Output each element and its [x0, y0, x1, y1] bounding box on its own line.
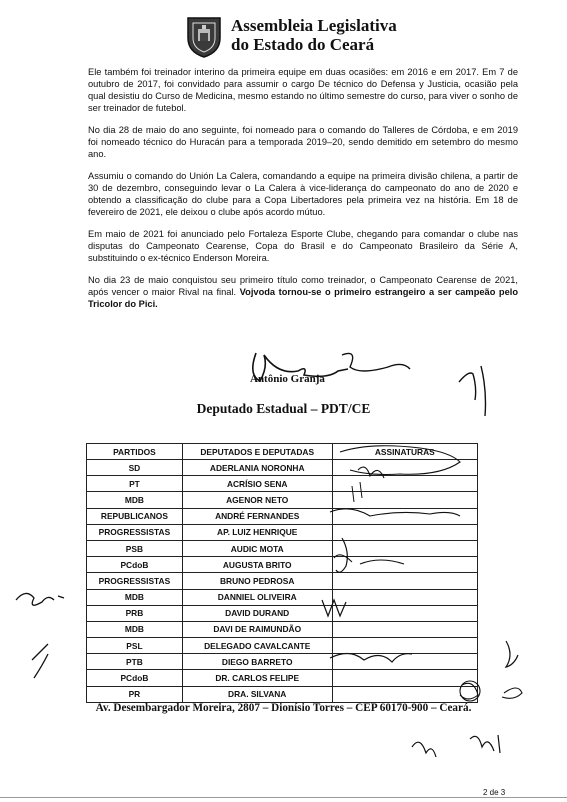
body-paragraph-2: No dia 28 de maio do ano seguinte, foi nomeado para o comando do Talleres de Córdoba, e em 2019 foi nomeado técnico do Huracán para a temporada 2019–20, sendo demitido em setembro do mesmo ano. — [88, 125, 518, 159]
party-cell: MDB — [87, 589, 183, 605]
deputy-cell: AUGUSTA BRITO — [182, 557, 332, 573]
deputy-cell: DANNIEL OLIVEIRA — [182, 589, 332, 605]
institution-name — [231, 16, 397, 54]
body-paragraph-5-bold: Vojvoda tornou-se o primeiro estrangeiro a ser campeão pelo Tricolor do Pici. — [88, 287, 518, 309]
institution-name-line1: Assembleia Legislativa — [231, 16, 397, 35]
margin-initials-left — [8, 580, 68, 690]
deputy-cell: DR. CARLOS FELIPE — [182, 670, 332, 686]
page-edge-divider — [0, 797, 567, 798]
body-paragraph-5 — [88, 274, 518, 310]
deputy-cell: DIEGO BARRETO — [182, 654, 332, 670]
party-cell: REPUBLICANOS — [87, 508, 183, 524]
party-cell: PSB — [87, 540, 183, 556]
margin-initials-right — [455, 360, 505, 420]
party-cell: SD — [87, 460, 183, 476]
deputy-cell: DAVI DE RAIMUNDÃO — [182, 621, 332, 637]
deputy-cell: DAVID DURAND — [182, 605, 332, 621]
party-cell: MDB — [87, 492, 183, 508]
party-cell: PROGRESSISTAS — [87, 524, 183, 540]
body-paragraph-5-text: No dia 23 de maio conquistou seu primeiro título como treinador, o Campeonato Cearense de 2021, após vencer o maior Rival na final. — [88, 275, 518, 297]
letterhead — [185, 14, 445, 60]
page-number: 2 de 3 — [483, 788, 506, 797]
party-cell: PTB — [87, 654, 183, 670]
body-paragraph-4: Em maio de 2021 foi anunciado pelo Fortaleza Esporte Clube, chegando para comandar o clube nas disputas do Campeonato Cearense, Copa do Brasil e do Campeonato Brasileiro da Série A, substituindo o ex-técnico Enderson Moreira. — [88, 229, 518, 263]
deputy-cell: DRA. SILVANA — [182, 686, 332, 702]
header-parties: PARTIDOS — [87, 444, 183, 460]
author-name: Antônio Granja — [250, 373, 325, 385]
party-cell: PR — [87, 686, 183, 702]
party-cell: MDB — [87, 621, 183, 637]
deputy-cell: AUDIC MOTA — [182, 540, 332, 556]
body-paragraph-3: Assumiu o comando do Unión La Calera, comandando a equipe na primeira divisão chilena, a partir de 30 de dezembro, conseguindo levar o La Calera à vice-liderança do campeonato do ano de 2020 e obtendo a classificação do clube para a Copa Libertadores pela primeira vez na história. Em 18 de fevereiro de 2021, ele deixou o clube após acordo mútuo. — [88, 171, 518, 217]
deputy-cell: ACRÍSIO SENA — [182, 476, 332, 492]
party-cell: PSL — [87, 638, 183, 654]
party-cell: PCdoB — [87, 670, 183, 686]
body-paragraph-1: Ele também foi treinador interino da primeira equipe em duas ocasiões: em 2016 e em 2017. Em 7 de outubro de 2017, foi convidado para assumir o cargo De técnico do Defensa y Justicia, ocasião pela qual desistiu do Curso de Medicina, mesmo estando no último semestre do curso, para viver o sonho de ser treinador de futebol. — [88, 67, 518, 113]
header-deputies: DEPUTADOS E DEPUTADAS — [182, 444, 332, 460]
deputy-cell: DELEGADO CAVALCANTE — [182, 638, 332, 654]
footer-address: Av. Desembargador Moreira, 2807 – Dionísio Torres – CEP 60170-900 – Ceará. — [95, 702, 472, 714]
party-cell: PRB — [87, 605, 183, 621]
table-row — [87, 686, 478, 702]
document-body — [88, 66, 518, 320]
party-cell: PCdoB — [87, 557, 183, 573]
deputy-cell: AP. LUIZ HENRIQUE — [182, 524, 332, 540]
deputy-cell: ANDRÉ FERNANDES — [182, 508, 332, 524]
deputy-cell: BRUNO PEDROSA — [182, 573, 332, 589]
institution-name-line2: do Estado do Ceará — [231, 35, 375, 54]
author-title: Deputado Estadual – PDT/CE — [196, 401, 371, 416]
deputy-cell: AGENOR NETO — [182, 492, 332, 508]
deputy-cell: ADERLANIA NORONHA — [182, 460, 332, 476]
author-signature-scribble — [238, 345, 418, 393]
header-signatures: ASSINATURAS — [332, 444, 477, 460]
state-crest-icon — [185, 14, 223, 58]
party-cell: PROGRESSISTAS — [87, 573, 183, 589]
party-cell: PT — [87, 476, 183, 492]
